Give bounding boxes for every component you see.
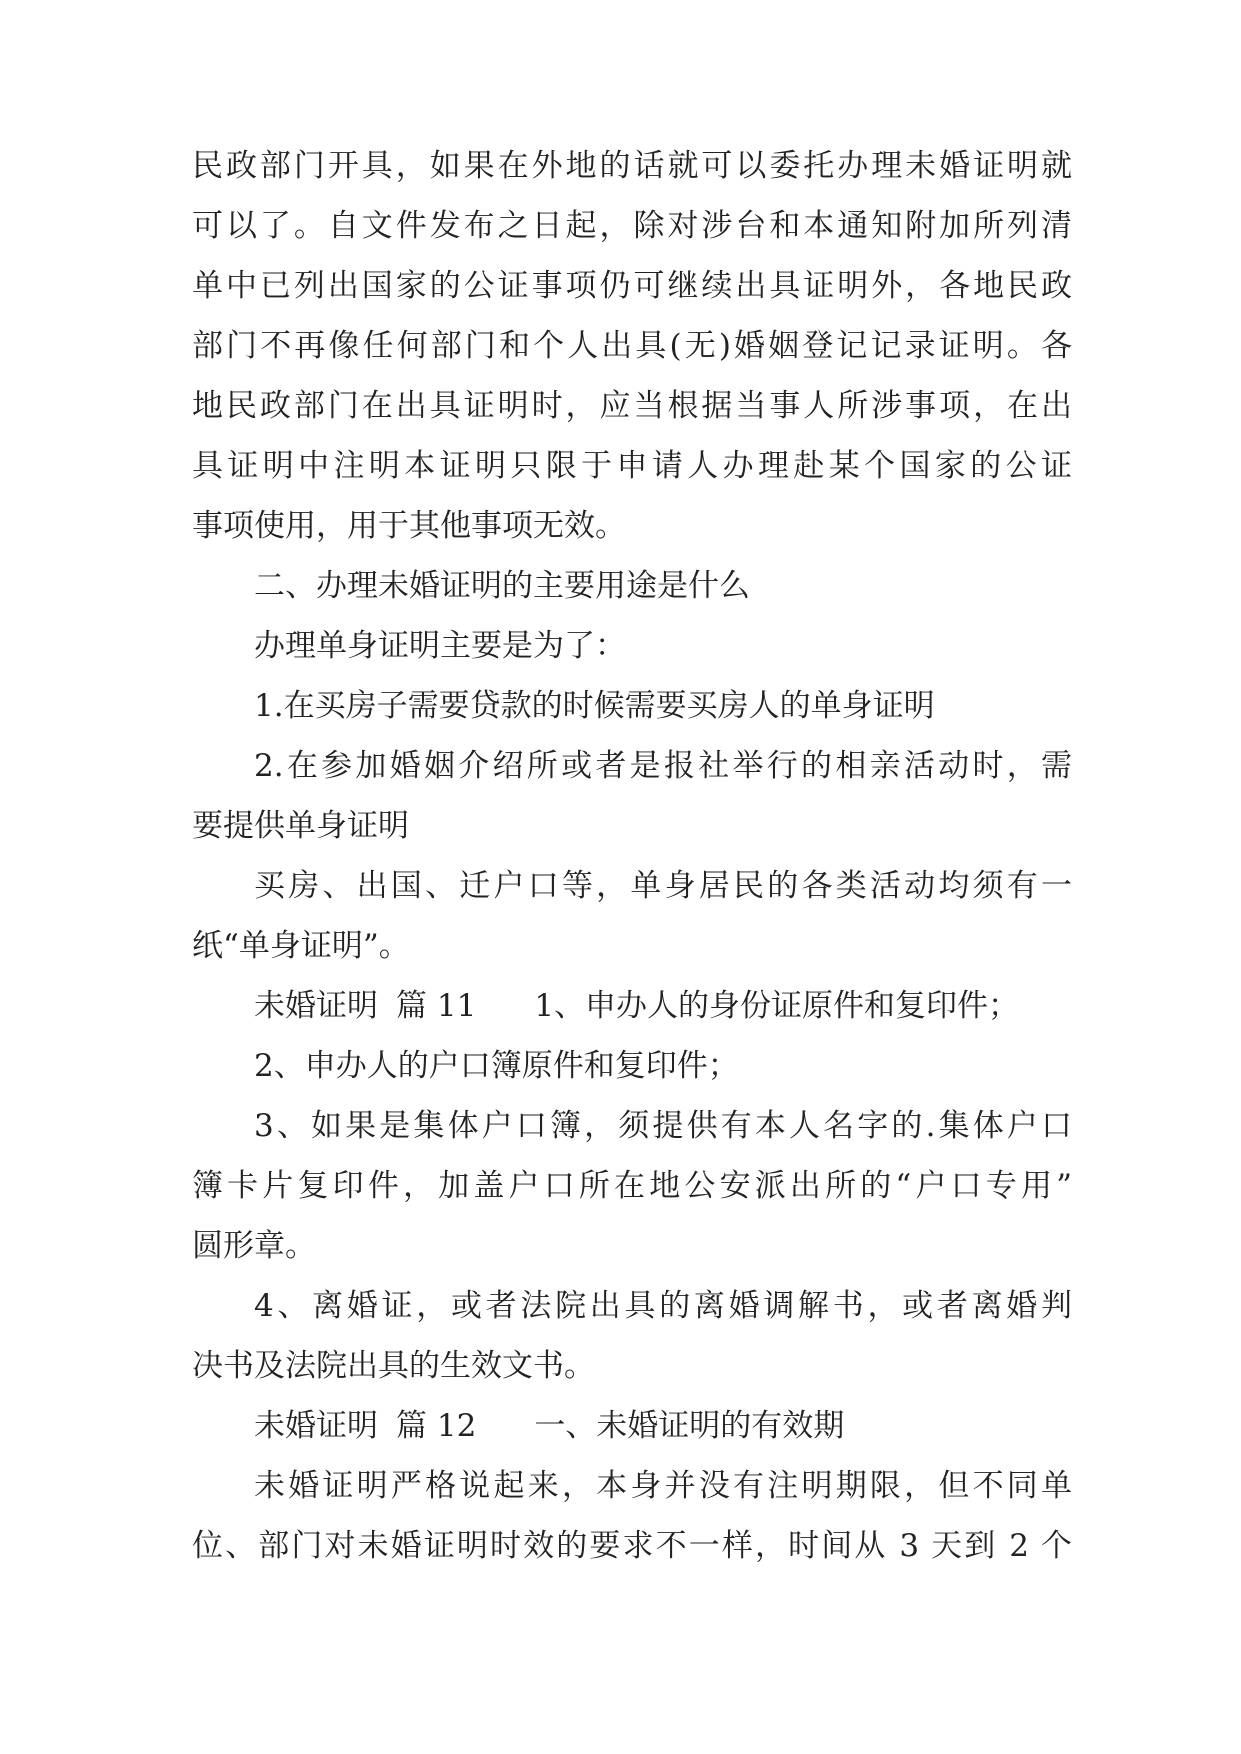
section-12-heading-line: [254, 1396, 1072, 1456]
paragraph-line: 部门不再像任何部门和个人出具(无)婚姻登记记录证明。各: [192, 328, 1072, 364]
paragraph-line: 具证明中注明本证明只限于申请人办理赴某个国家的公证: [192, 448, 1072, 484]
section-11-part: 篇 11: [396, 988, 477, 1024]
section-12-part: 篇 12: [396, 1408, 477, 1444]
paragraph-line: 簿卡片复印件，加盖户口所在地公安派出所的“户口专用”: [192, 1168, 1072, 1204]
section-12-title: 未婚证明: [254, 1408, 378, 1444]
list-item: 1.在买房子需要贷款的时候需要买房人的单身证明: [254, 688, 935, 724]
section-12-text: 一、未婚证明的有效期: [534, 1408, 845, 1444]
section-11-heading-line: [254, 976, 1072, 1036]
list-item: 2、申办人的户口簿原件和复印件；: [254, 1048, 739, 1084]
section-11-text: 1、申办人的身份证原件和复印件；: [534, 988, 1020, 1024]
paragraph-line: 决书及法院出具的生效文书。: [192, 1348, 595, 1384]
paragraph-line: 位、部门对未婚证明时效的要求不一样，时间从 3 天到 2 个: [192, 1528, 1072, 1564]
section-11-title: 未婚证明: [254, 988, 378, 1024]
paragraph-line: 单中已列出国家的公证事项仍可继续出具证明外，各地民政: [192, 268, 1072, 304]
paragraph-line: 事项使用，用于其他事项无效。: [192, 508, 626, 544]
section-heading: 二、办理未婚证明的主要用途是什么: [254, 568, 750, 604]
list-item: 4、离婚证，或者法院出具的离婚调解书，或者离婚判: [254, 1288, 1072, 1324]
paragraph-line: 未婚证明严格说起来，本身并没有注明期限，但不同单: [254, 1468, 1072, 1504]
list-item: 3、如果是集体户口簿，须提供有本人名字的.集体户口: [254, 1108, 1072, 1144]
paragraph-line: 买房、出国、迁户口等，单身居民的各类活动均须有一: [254, 868, 1072, 904]
paragraph-line: 要提供单身证明: [192, 808, 409, 844]
paragraph-line: 地民政部门在出具证明时，应当根据当事人所涉事项，在出: [192, 388, 1072, 424]
paragraph-line: 纸“单身证明”。: [192, 928, 410, 964]
paragraph-line: 民政部门开具，如果在外地的话就可以委托办理未婚证明就: [192, 148, 1072, 184]
list-item: 2.在参加婚姻介绍所或者是报社举行的相亲活动时，需: [254, 748, 1072, 784]
paragraph-line: 办理单身证明主要是为了：: [254, 628, 626, 664]
paragraph-line: 可以了。自文件发布之日起，除对涉台和本通知附加所列清: [192, 208, 1072, 244]
paragraph-line: 圆形章。: [192, 1228, 316, 1264]
